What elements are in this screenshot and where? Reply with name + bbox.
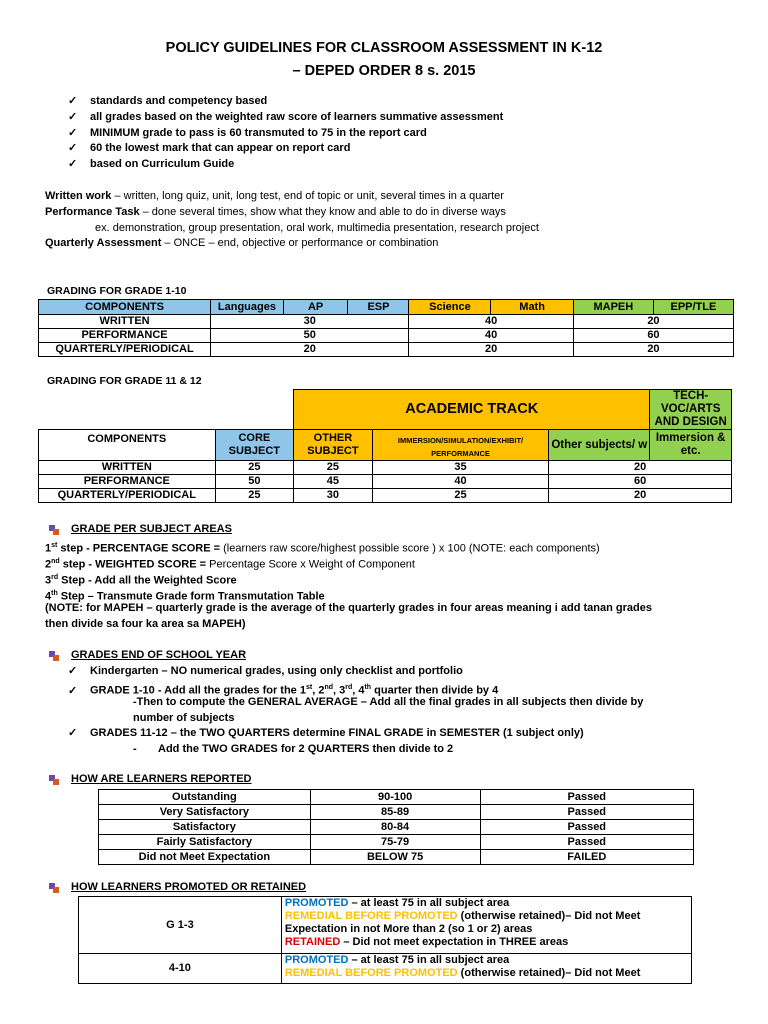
table-row: Fairly Satisfactory 75-79 Passed: [99, 835, 694, 850]
mapeh-note-line2: then divide sa four ka area sa MAPEH): [45, 618, 246, 630]
table-row: PERFORMANCE 50 40 60: [39, 329, 734, 343]
grade-11-12-subitem: - Add the TWO GRADES for 2 QUARTERS then divide to 2: [133, 743, 454, 755]
general-average-line1: -Then to compute the GENERAL AVERAGE – Add all the final grades in all subjects then divide by: [133, 696, 644, 708]
table-header: Other subjects/ w: [549, 430, 650, 461]
table-row: QUARTERLY/PERIODICAL 20 20 20: [39, 343, 734, 357]
step-3: 3rd Step - Add all the Weighted Score: [45, 574, 237, 587]
step-1: 1st step - PERCENTAGE SCORE = (learners raw score/highest possible score ) x 100 (NOTE: each components): [45, 542, 600, 555]
promoted-table: [78, 896, 692, 984]
table-row: Did not Meet Expectation BELOW 75 FAILED: [99, 850, 694, 865]
table-header: ESP: [348, 300, 409, 315]
check-icon: ✓: [68, 126, 78, 139]
page-title-line1: POLICY GUIDELINES FOR CLASSROOM ASSESSMENT IN K-12: [165, 40, 603, 56]
grade-11-12-item: ✓ GRADES 11-12 – the TWO QUARTERS determine FINAL GRADE in SEMESTER (1 subject only): [68, 726, 584, 742]
table-header: MAPEH: [573, 300, 653, 315]
techvoc-header: TECH-VOC/ARTS AND DESIGN: [650, 390, 732, 430]
table-header: Languages: [211, 300, 284, 315]
grade-1-10-table: [38, 299, 734, 357]
table-header: COMPONENTS: [39, 300, 211, 315]
table-header: Immersion & etc.: [650, 430, 732, 461]
list-item: ✓ 60 the lowest mark that can appear on report card: [68, 141, 503, 157]
grade-1-10-heading: GRADING FOR GRADE 1-10: [47, 285, 187, 297]
quarterly-assessment-definition: Quarterly Assessment – ONCE – end, objective or performance or combination: [45, 237, 439, 249]
table-header: OTHER SUBJECT: [294, 430, 373, 461]
step-4: 4th Step – Transmute Grade form Transmutation Table: [45, 590, 325, 603]
section-bullet-icon: [49, 651, 59, 661]
check-icon: ✓: [68, 158, 78, 171]
check-icon: ✓: [68, 142, 78, 155]
table-header: CORE SUBJECT: [215, 430, 294, 461]
table-row: PERFORMANCE 50 45 40 60: [39, 475, 732, 489]
promoted-heading: HOW LEARNERS PROMOTED OR RETAINED: [71, 881, 307, 893]
written-work-definition: Written work – written, long quiz, unit, long test, end of topic or unit, several times in a quarter: [45, 190, 504, 202]
table-header: COMPONENTS: [39, 430, 216, 461]
table-header: EPP/TLE: [653, 300, 733, 315]
list-item: ✓ based on Curriculum Guide: [68, 157, 503, 173]
performance-task-definition: Performance Task – done several times, show what they know and able to do in diverse ways: [45, 206, 506, 218]
performance-task-example: ex. demonstration, group presentation, oral work, multimedia presentation, research project: [95, 222, 539, 234]
table-header: Science: [409, 300, 491, 315]
reported-heading: HOW ARE LEARNERS REPORTED: [71, 773, 252, 785]
table-header: Math: [491, 300, 574, 315]
list-item: ✓ all grades based on the weighted raw score of learners summative assessment: [68, 110, 503, 126]
table-row: Outstanding 90-100 Passed: [99, 790, 694, 805]
check-icon: ✓: [68, 95, 78, 107]
list-item: ✓ standards and competency based: [68, 94, 503, 110]
grade-11-12-heading: GRADING FOR GRADE 11 & 12: [47, 375, 202, 387]
check-icon: ✓: [68, 110, 78, 123]
section-bullet-icon: [49, 883, 59, 893]
section-bullet-icon: [49, 525, 59, 535]
grade-per-subject-heading: GRADE PER SUBJECT AREAS: [71, 523, 232, 535]
table-row: WRITTEN 30 40 20: [39, 315, 734, 329]
step-2: 2nd step - WEIGHTED SCORE = Percentage Score x Weight of Component: [45, 558, 415, 571]
policy-checklist: [68, 94, 503, 173]
grades-end-heading: GRADES END OF SCHOOL YEAR: [71, 649, 247, 661]
table-row: G 1-3 PROMOTED – at least 75 in all subject area REMEDIAL BEFORE PROMOTED (otherwise retained)– Did not Meet Expectation in not More than 2 (so 1 or 2) areas RETAINED – Did not meet expectation in THREE areas: [79, 897, 692, 954]
table-row: WRITTEN 25 25 35 20: [39, 461, 732, 475]
section-bullet-icon: [49, 775, 59, 785]
grade-1-10-item: ✓ GRADE 1-10 - Add all the grades for the 1st, 2nd, 3rd, 4th quarter then divide by 4: [68, 680, 498, 699]
table-row: Very Satisfactory 85-89 Passed: [99, 805, 694, 820]
grade-11-12-table: [38, 389, 732, 503]
mapeh-note-line1: (NOTE: for MAPEH – quarterly grade is the average of the quarterly grades in four areas meaning i add tanan grades: [45, 602, 652, 614]
table-row: Satisfactory 80-84 Passed: [99, 820, 694, 835]
general-average-line2: number of subjects: [133, 712, 235, 724]
academic-track-header: ACADEMIC TRACK: [294, 390, 650, 430]
table-row: 4-10 PROMOTED – at least 75 in all subject area REMEDIAL BEFORE PROMOTED (otherwise retained)– Did not Meet: [79, 954, 692, 984]
list-item: ✓ MINIMUM grade to pass is 60 transmuted to 75 in the report card: [68, 126, 503, 142]
kindergarten-item: ✓ Kindergarten – NO numerical grades, using only checklist and portfolio: [68, 664, 463, 680]
reported-table: [98, 789, 694, 865]
check-icon: ✓: [68, 727, 78, 739]
page-title-line2: – DEPED ORDER 8 s. 2015: [292, 63, 476, 79]
table-row: QUARTERLY/PERIODICAL 25 30 25 20: [39, 489, 732, 503]
table-header: AP: [283, 300, 348, 315]
table-header: IMMERSION/SIMULATION/EXHIBIT/ PERFORMANCE: [372, 430, 549, 461]
check-icon: ✓: [68, 684, 78, 697]
check-icon: ✓: [68, 665, 78, 677]
